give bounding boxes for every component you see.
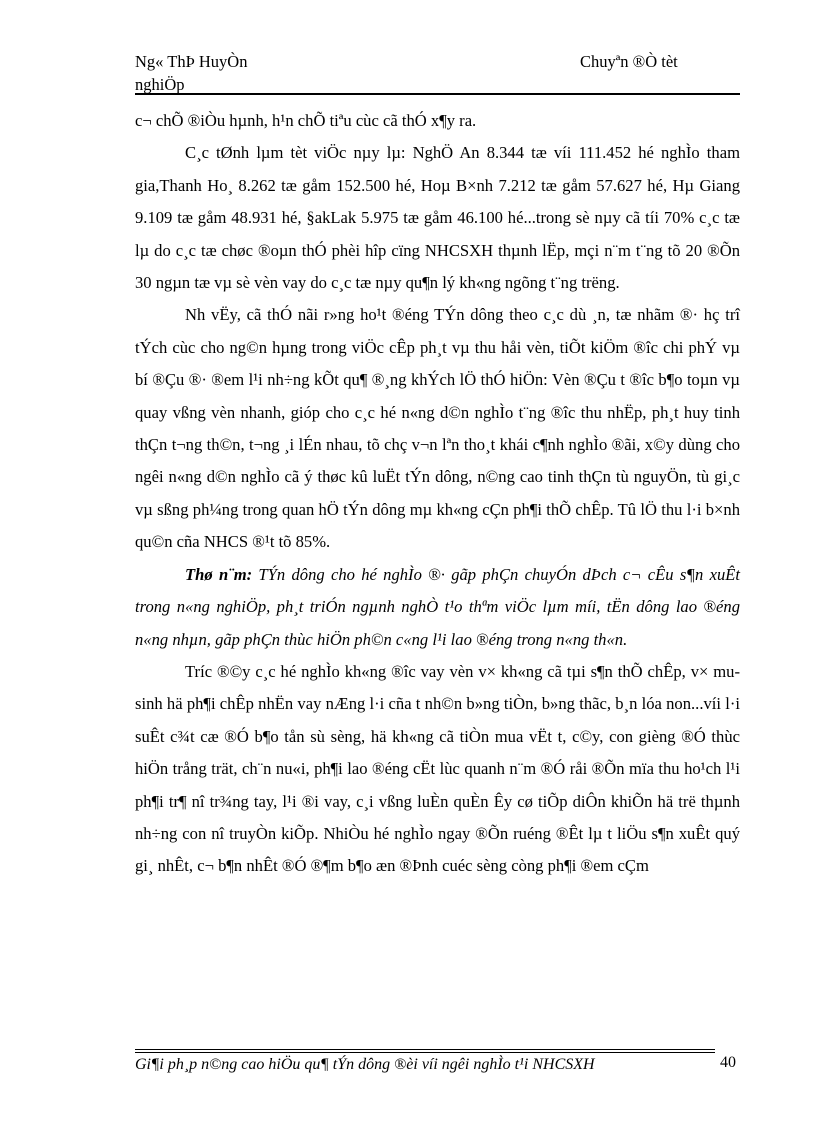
footer-divider-bottom [135,1052,715,1053]
header-author-line1: Ng« ThÞ HuyÒn [135,52,248,71]
page-number: 40 [720,1054,736,1071]
paragraph-2: C¸c tØnh lµm tèt viÖc nµy lµ: NghÖ An 8.344 tæ víi 111.452 hé nghÌo tham gia,Thanh Ho¸ 8.262 tæ gåm 152.500 hé, Hoµ B×nh 7.212 tæ gåm 57.627 hé, Hµ Giang 9.109 tæ gåm 48.931 hé, §akLak 5.975 tæ gåm 46.100 hé...trong sè nµy cã tíi 70% c¸c tæ lµ do c¸c tæ chøc ®oµn thÓ phèi hîp cïng NHCSXH thµnh lËp, mçi n¨m t¨ng tõ 20 ®Õn 30 ngµn tæ vµ sè vèn vay do c¸c tæ nµy qu¶n lý kh«ng ngõng t¨ng trëng. [135,143,740,293]
paragraph-3: Nh vËy, cã thÓ nãi r»ng ho¹t ®éng TÝn dông theo c¸c dù ¸n, tæ nhãm ®· hç trî tÝch cùc cho ng©n hµng trong viÖc cÊp ph¸t vµ thu håi vèn, tiÕt kiÖm ®îc chi phÝ vµ bí ®Çu ®· ®em l¹i nh÷ng kÕt qu¶ ®¸ng khÝch lÖ thÓ hiÖn: Vèn ®Çu t ®îc b¶o toµn vµ quay vßng vèn nhanh, gióp cho c¸c hé n«ng d©n nghÌo t¨ng ®îc thu nhËp, ph¸t huy tinh thÇn t¬ng th©n, t¬ng ¸i lÉn nhau, tõ chç v¬n lªn tho¸t khái c¶nh nghÌo ®ãi, x©y dùng cho ngêi n«ng d©n nghÌo cã ý thøc kû luËt tÝn dông, n©ng cao tinh thÇn tù nguyÖn, tù gi¸c vµ sßng ph¼ng trong quan hÖ tÝn dông mµ kh«ng cÇn ph¶i thÕ chÊp. Tû lÖ thu l·i b×nh qu©n cña NHCS ®¹t tõ 85%. [135,305,740,552]
paragraph-4 [135,559,740,656]
header-divider [135,93,740,95]
footer-divider-top [135,1049,715,1050]
paragraph-5: Tríc ®©y c¸c hé nghÌo kh«ng ®îc vay vèn v× kh«ng cã tµi s¶n thÕ chÊp, v× mu sinh hä ph¶i chÊp nhËn vay nÆng l·i cña t nh©n b»ng tiÒn, b»ng thãc, b¸n lóa non...víi l·i suÊt c¾t cæ ®Ó b¶o tån sù sèng, hä kh«ng cã tiÒn mua vËt t, c©y, con gièng ®Ó thùc hiÖn trång trät, ch¨n nu«i, ph¶i lao ®éng cËt lùc quanh n¨m ®Ó råi ®Õn mïa thu ho¹ch l¹i ph¶i tr¶ nî tr¾ng tay, l¹i ®i vay, c¸i vßng luÈn quÈn Êy cø tiÕp diÔn khiÕn hä trë thµnh nh÷ng con nî truyÒn kiÕp. NhiÒu hé nghÌo ngay ®Õn ruéng ®Êt lµ t liÖu s¶n xuÊt quý gi¸ nhÊt, c¬ b¶n nhÊt ®Ó ®¶m b¶o æn ®Þnh cuéc sèng còng ph¶i ®em cÇm [135,661,740,876]
header-author-line2: nghiÖp [135,75,185,94]
footer-title: Gi¶i ph¸p n©ng cao hiÖu qu¶ tÝn dông ®èi víi ngêi nghÌo t¹i NHCSXH [135,1056,595,1073]
document-body [135,105,740,883]
paragraph-1: c¬ chÕ ®iÒu hµnh, h¹n chÕ tiªu cùc cã thÓ x¶y ra. [135,111,477,130]
header-author [135,50,247,96]
header-title: Chuyªn ®Ò tèt [580,52,678,71]
paragraph-4-label: Thø n¨m: [185,564,253,584]
paragraph-4-text: TÝn dông cho hé nghÌo ®· gãp phÇn chuyÓn dÞch c¬ cÊu s¶n xuÊt trong n«ng nghiÖp, ph¸t triÓn ngµnh nghÒ t¹o thªm viÖc lµm míi, tËn dông lao ®éng n«ng nhµn, gãp phÇn thùc hiÖn ph©n c«ng l¹i lao ®éng trong n«ng th«n. [135,564,740,649]
